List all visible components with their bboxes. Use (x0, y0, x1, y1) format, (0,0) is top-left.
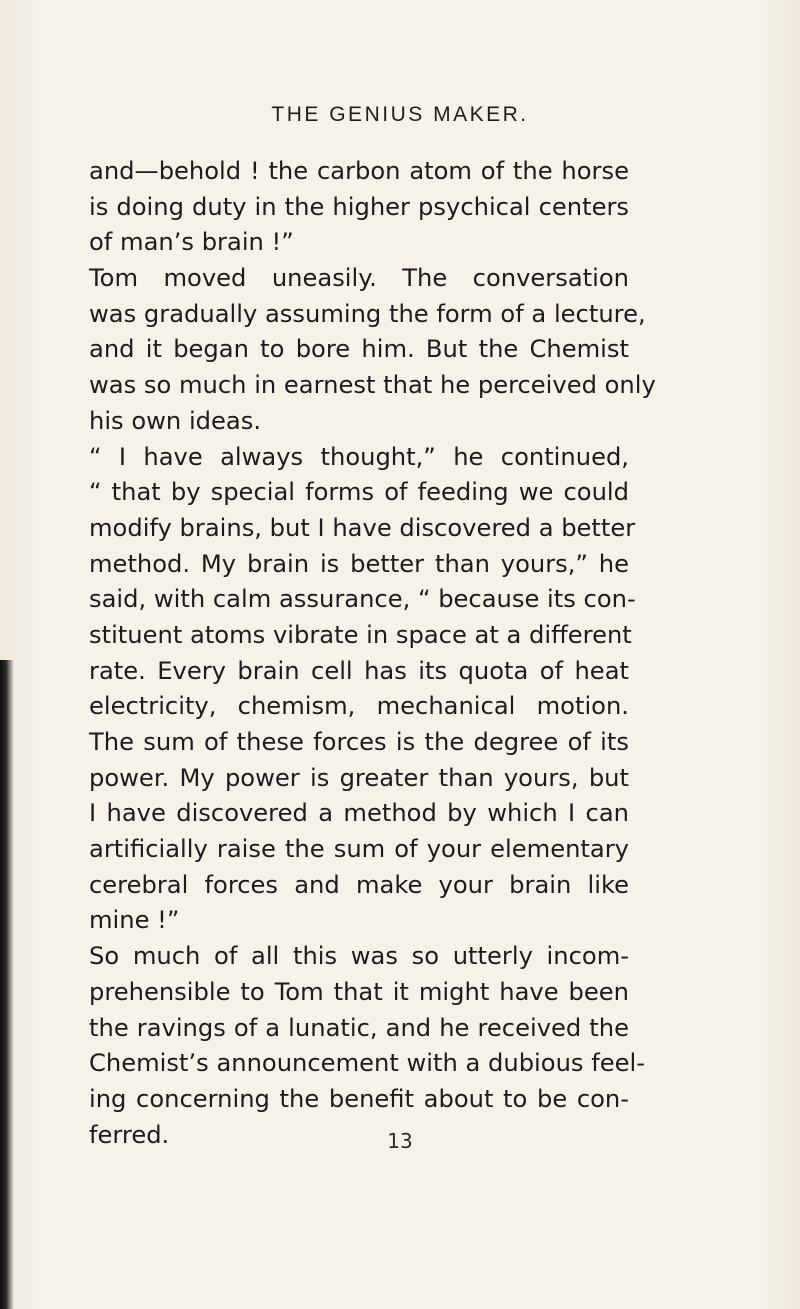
text-line: method. My brain is better than yours,” he (89, 549, 629, 578)
text-line: was gradually assuming the form of a lecture, (89, 299, 646, 328)
text-line: and it began to bore him. But the Chemist (89, 335, 629, 364)
text-line: and—behold ! the carbon atom of the horse (89, 157, 629, 185)
running-head: THE GENIUS MAKER. (271, 103, 529, 126)
text-line: the ravings of a lunatic, and he received the (89, 1013, 629, 1042)
text-line: ferred. (89, 1120, 170, 1149)
text-line: modify brains, but I have discovered a better (89, 513, 636, 542)
text-line: stituent atoms vibrate in space at a different (89, 620, 632, 649)
text-line: “ I have always thought,” he continued, (89, 442, 629, 471)
text-line: artificially raise the sum of your elementary (89, 835, 629, 864)
text-line: his own ideas. (89, 406, 262, 435)
text-line: So much of all this was so utterly incom- (89, 942, 629, 971)
text-line: ing concerning the benefit about to be con- (89, 1084, 629, 1113)
text-line: electricity, chemism, mechanical motion. (89, 692, 629, 721)
text-line: power. My power is greater than yours, but (89, 763, 629, 792)
text-line: I have discovered a method by which I can (89, 799, 629, 828)
text-line: was so much in earnest that he perceived only (89, 371, 656, 400)
text-line: of man’s brain !” (89, 228, 294, 257)
binding-shadow (0, 660, 14, 1309)
text-line: cerebral forces and make your brain like (89, 870, 629, 899)
text-line: “ that by special forms of feeding we could (89, 478, 629, 507)
text-line: mine !” (89, 906, 180, 935)
page-number: 13 (387, 1129, 413, 1153)
text-line: Tom moved uneasily. The conversation (89, 264, 629, 293)
text-line: said, with calm assurance, “ because its con- (89, 585, 636, 614)
text-line: rate. Every brain cell has its quota of heat (89, 656, 629, 685)
text-line: The sum of these forces is the degree of its (89, 728, 629, 756)
text-line: prehensible to Tom that it might have been (89, 977, 629, 1006)
text-line: Chemist’s announcement with a dubious feel- (89, 1049, 645, 1078)
text-line: is doing duty in the higher psychical centers (89, 192, 629, 221)
body-text (89, 154, 656, 1153)
